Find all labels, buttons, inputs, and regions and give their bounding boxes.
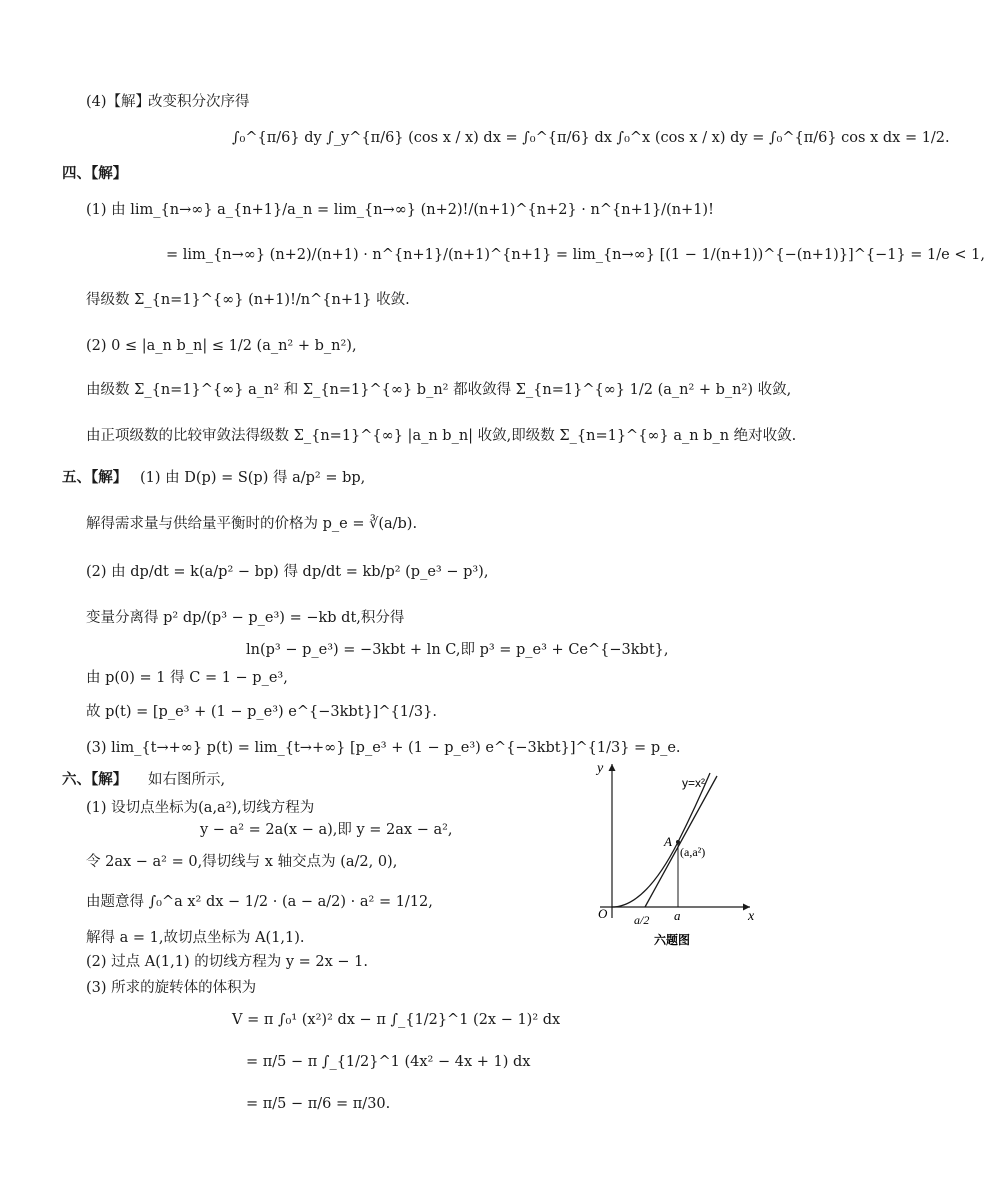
x-axis-label: x [748, 909, 755, 924]
q6-line-9: = π/5 − π ∫_{1/2}^1 (4x² − 4x + 1) dx [246, 1054, 531, 1070]
q5-line-3: (2) 由 dp/dt = k(a/p² − bp) 得 dp/dt = kb/p² (p_e³ − p³), [86, 564, 489, 580]
tangent-line [645, 776, 717, 907]
q6-line-8: V = π ∫₀¹ (x²)² dx − π ∫_{1/2}^1 (2x − 1)² dx [232, 1012, 561, 1028]
q5-line-4: 变量分离得 p² dp/(p³ − p_e³) = −kb dt,积分得 [86, 610, 405, 626]
q4-line-3: 得级数 Σ_{n=1}^{∞} (n+1)!/n^{n+1} 收敛. [86, 292, 410, 308]
q4-line-6: 由正项级数的比较审敛法得级数 Σ_{n=1}^{∞} |a_n b_n| 收敛,即级数 Σ_{n=1}^{∞} a_n b_n 绝对收敛. [86, 428, 797, 444]
q6-intro: 如右图所示, [148, 772, 226, 788]
q4-line-5: 由级数 Σ_{n=1}^{∞} a_n² 和 Σ_{n=1}^{∞} b_n² 都收敛得 Σ_{n=1}^{∞} 1/2 (a_n² + b_n²) 收敛, [86, 382, 792, 398]
q4-line-4: (2) 0 ≤ |a_n b_n| ≤ 1/2 (a_n² + b_n²), [86, 338, 357, 354]
q5-line-8: (3) lim_{t→+∞} p(t) = lim_{t→+∞} [p_e³ + (1 − p_e³) e^{−3kbt}]^{1/3} = p_e. [86, 740, 681, 756]
q6-line-2: y − a² = 2a(x − a),即 y = 2ax − a², [200, 822, 453, 838]
point-coords-label: (a,a²) [680, 845, 706, 859]
q6-line-10: = π/5 − π/6 = π/30. [246, 1096, 391, 1112]
q6-line-1: (1) 设切点坐标为(a,a²),切线方程为 [86, 800, 315, 816]
q5-line-6: 由 p(0) = 1 得 C = 1 − p_e³, [86, 670, 288, 686]
tick-half-label: a/2 [634, 913, 650, 927]
point-a-label: A [664, 834, 672, 849]
part4-equation: ∫₀^{π/6} dy ∫_y^{π/6} (cos x / x) dx = ∫₀^{π/6} dx ∫₀^x (cos x / x) dy = ∫₀^{π/6} cos x dx = 1/2. [232, 130, 950, 146]
figure-caption: 六题图 [654, 933, 691, 947]
q4-line-1: (1) 由 lim_{n→∞} a_{n+1}/a_n = lim_{n→∞} (n+2)!/(n+1)^{n+2} · n^{n+1}/(n+1)! [86, 202, 714, 218]
y-axis-label: y [597, 761, 604, 776]
parabola-curve [612, 773, 710, 907]
q6-heading: 六、【解】 [62, 771, 128, 788]
part4-label: (4)【解】 [86, 94, 151, 110]
point-a-dot [676, 840, 680, 844]
q5-line-2: 解得需求量与供给量平衡时的价格为 p_e = ∛(a/b). [86, 516, 418, 532]
q4-line-2: = lim_{n→∞} (n+2)/(n+1) · n^{n+1}/(n+1)^{n+1} = lim_{n→∞} [(1 − 1/(n+1))^{−(n+1)}]^{−1} = 1/e < 1, [166, 247, 985, 263]
curve-label: y=x² [682, 776, 706, 790]
q6-line-6: (2) 过点 A(1,1) 的切线方程为 y = 2x − 1. [86, 954, 368, 970]
q6-line-5: 解得 a = 1,故切点坐标为 A(1,1). [86, 930, 305, 946]
q6-line-3: 令 2ax − a² = 0,得切线与 x 轴交点为 (a/2, 0), [86, 854, 398, 870]
q5-heading: 五、【解】 [62, 469, 128, 486]
q5-line-7: 故 p(t) = [p_e³ + (1 − p_e³) e^{−3kbt}]^{1/3}. [86, 704, 437, 720]
q5-line-1: (1) 由 D(p) = S(p) 得 a/p² = bp, [140, 470, 366, 486]
part4-text: 改变积分次序得 [148, 94, 250, 110]
q4-heading: 四、【解】 [62, 165, 128, 182]
q6-line-4: 由题意得 ∫₀^a x² dx − 1/2 · (a − a/2) · a² = 1/12, [86, 894, 433, 910]
q5-line-5: ln(p³ − p_e³) = −3kbt + ln C,即 p³ = p_e³ + Ce^{−3kbt}, [246, 642, 669, 658]
origin-label: O [598, 906, 608, 921]
tick-a-label: a [674, 908, 681, 923]
q6-line-7: (3) 所求的旋转体的体积为 [86, 980, 257, 996]
